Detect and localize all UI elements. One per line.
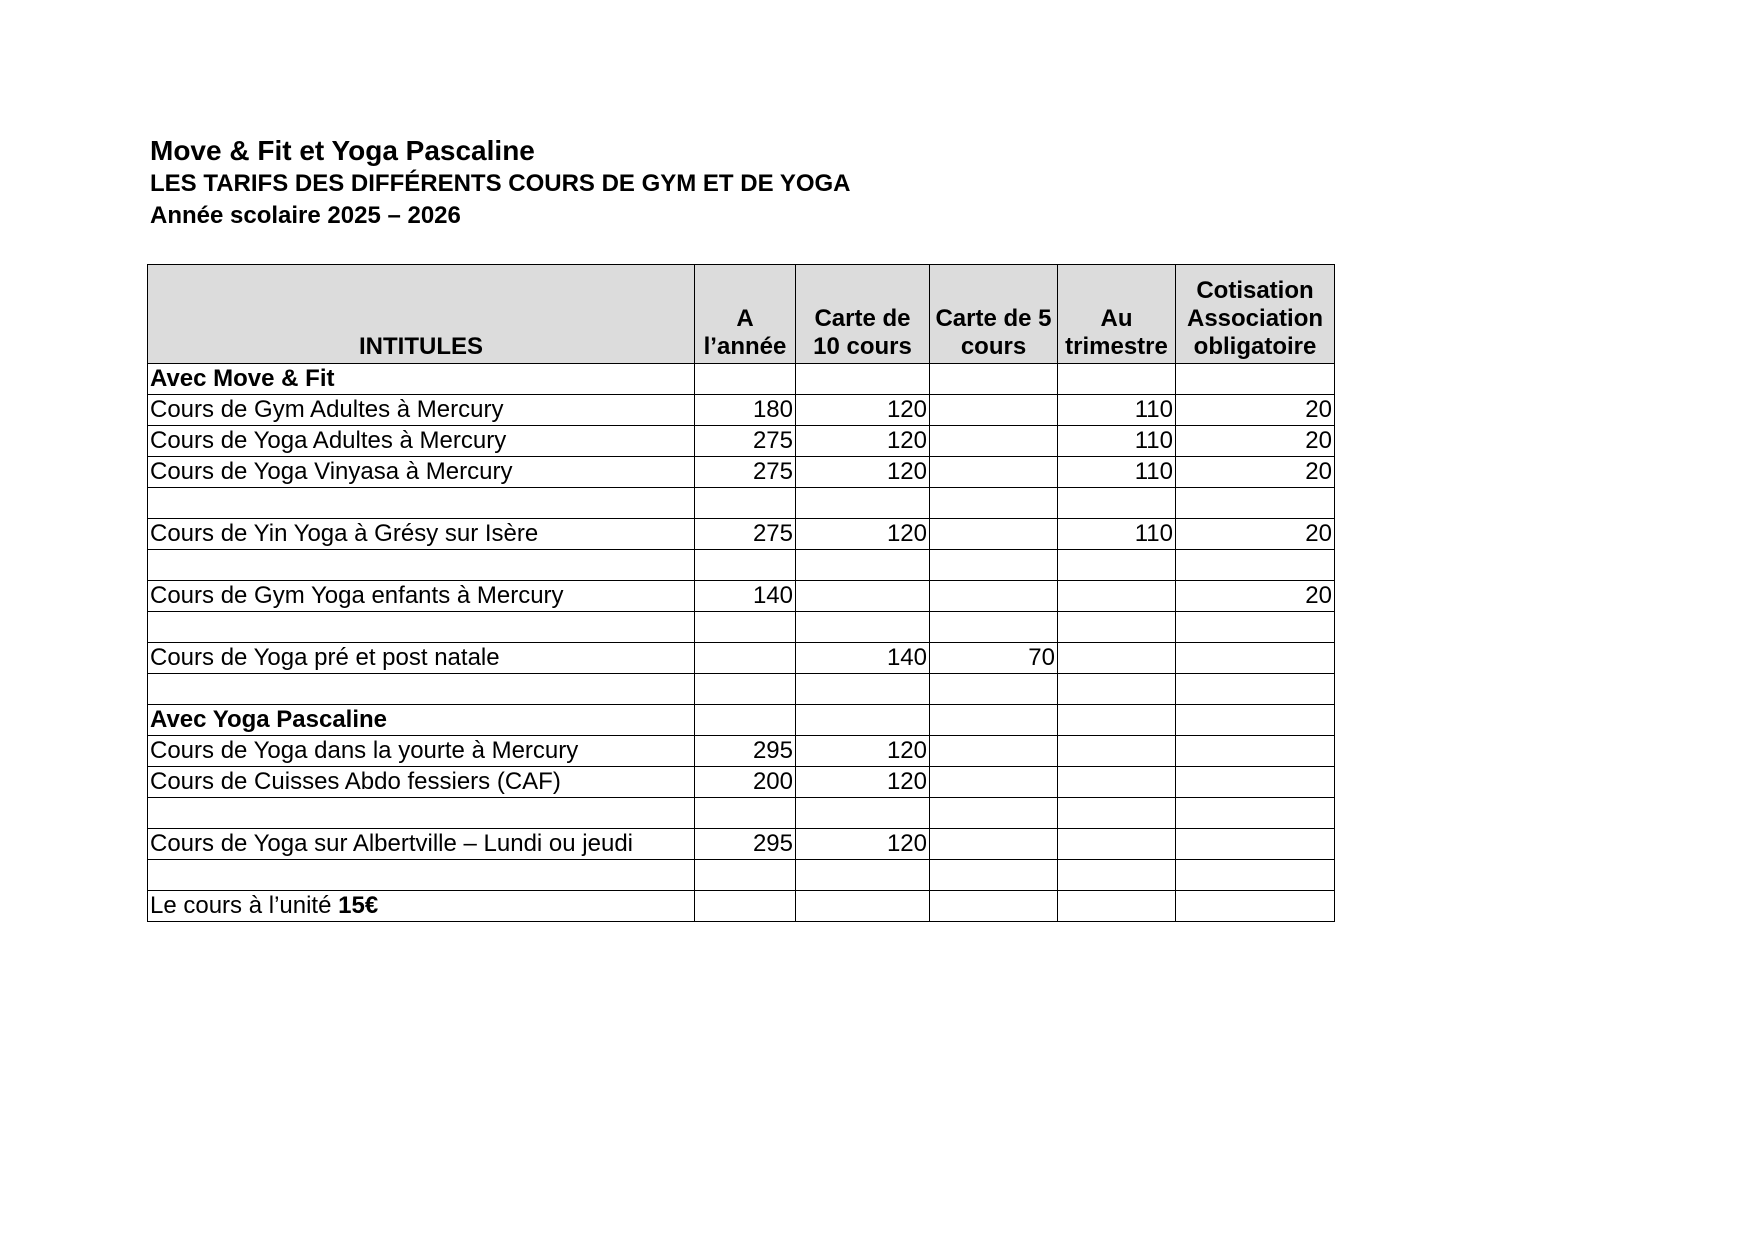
price-annee [695, 643, 796, 674]
table-row [148, 767, 1335, 798]
price-carte-10: 120 [796, 736, 930, 767]
price-trimestre [1058, 581, 1176, 612]
price-cotisation: 20 [1176, 457, 1335, 488]
price-annee: 295 [695, 736, 796, 767]
empty-row [148, 612, 1335, 643]
empty-row [148, 550, 1335, 581]
course-label: Cours de Gym Adultes à Mercury [148, 395, 695, 426]
course-label: Cours de Yoga Adultes à Mercury [148, 426, 695, 457]
section-row-move-fit [148, 364, 1335, 395]
table-row [148, 736, 1335, 767]
course-label: Cours de Yoga Vinyasa à Mercury [148, 457, 695, 488]
school-year: Année scolaire 2025 – 2026 [150, 202, 461, 229]
price-carte-10: 140 [796, 643, 930, 674]
table-row [148, 426, 1335, 457]
empty-row [148, 488, 1335, 519]
price-annee: 275 [695, 457, 796, 488]
course-label: Cours de Gym Yoga enfants à Mercury [148, 581, 695, 612]
course-label: Cours de Yoga sur Albertville – Lundi ou jeudi [148, 829, 695, 860]
table-header-row [148, 265, 1335, 364]
price-cotisation: 20 [1176, 426, 1335, 457]
pricing-table [147, 264, 1335, 922]
price-annee: 140 [695, 581, 796, 612]
empty-row [148, 860, 1335, 891]
price-carte-10: 120 [796, 767, 930, 798]
table-row [148, 519, 1335, 550]
course-label: Cours de Cuisses Abdo fessiers (CAF) [148, 767, 695, 798]
price-annee: 295 [695, 829, 796, 860]
price-cotisation: 20 [1176, 581, 1335, 612]
unit-price-cell [148, 891, 695, 922]
price-carte-5 [930, 457, 1058, 488]
price-carte-5 [930, 395, 1058, 426]
price-trimestre [1058, 643, 1176, 674]
price-carte-10: 120 [796, 457, 930, 488]
header-carte-10: Carte de 10 cours [796, 265, 930, 364]
price-trimestre: 110 [1058, 457, 1176, 488]
price-carte-10: 120 [796, 395, 930, 426]
price-annee: 200 [695, 767, 796, 798]
section-row-pascaline [148, 705, 1335, 736]
price-cotisation [1176, 643, 1335, 674]
price-carte-5 [930, 519, 1058, 550]
document-header [150, 134, 851, 232]
price-cotisation: 20 [1176, 395, 1335, 426]
price-carte-10 [796, 581, 930, 612]
header-annee: A l’année [695, 265, 796, 364]
header-intitules: INTITULES [148, 265, 695, 364]
course-label: Cours de Yoga dans la yourte à Mercury [148, 736, 695, 767]
table-row [148, 643, 1335, 674]
price-annee: 275 [695, 426, 796, 457]
unit-price-row [148, 891, 1335, 922]
price-trimestre: 110 [1058, 395, 1176, 426]
section-title-pascaline: Avec Yoga Pascaline [148, 705, 695, 736]
document-title: Move & Fit et Yoga Pascaline [150, 135, 535, 166]
unit-price-label: Le cours à l’unité [150, 892, 332, 919]
unit-price-value: 15€ [338, 892, 379, 919]
price-carte-5 [930, 426, 1058, 457]
price-annee: 180 [695, 395, 796, 426]
price-carte-10: 120 [796, 829, 930, 860]
table-row [148, 395, 1335, 426]
price-carte-10: 120 [796, 519, 930, 550]
course-label: Cours de Yoga pré et post natale [148, 643, 695, 674]
header-carte-5: Carte de 5 cours [930, 265, 1058, 364]
price-annee: 275 [695, 519, 796, 550]
price-carte-10: 120 [796, 426, 930, 457]
price-cotisation: 20 [1176, 519, 1335, 550]
price-carte-5: 70 [930, 643, 1058, 674]
table-row [148, 457, 1335, 488]
table-row [148, 829, 1335, 860]
table-row [148, 581, 1335, 612]
document-subtitle: LES TARIFS DES DIFFÉRENTS COURS DE GYM ET DE YOGA [150, 170, 851, 197]
price-carte-5 [930, 581, 1058, 612]
header-trimestre: Au trimestre [1058, 265, 1176, 364]
price-trimestre: 110 [1058, 426, 1176, 457]
header-cotisation: Cotisation Association obligatoire [1176, 265, 1335, 364]
course-label: Cours de Yin Yoga à Grésy sur Isère [148, 519, 695, 550]
section-title-move-fit: Avec Move & Fit [148, 364, 695, 395]
empty-row [148, 674, 1335, 705]
empty-row [148, 798, 1335, 829]
price-trimestre: 110 [1058, 519, 1176, 550]
